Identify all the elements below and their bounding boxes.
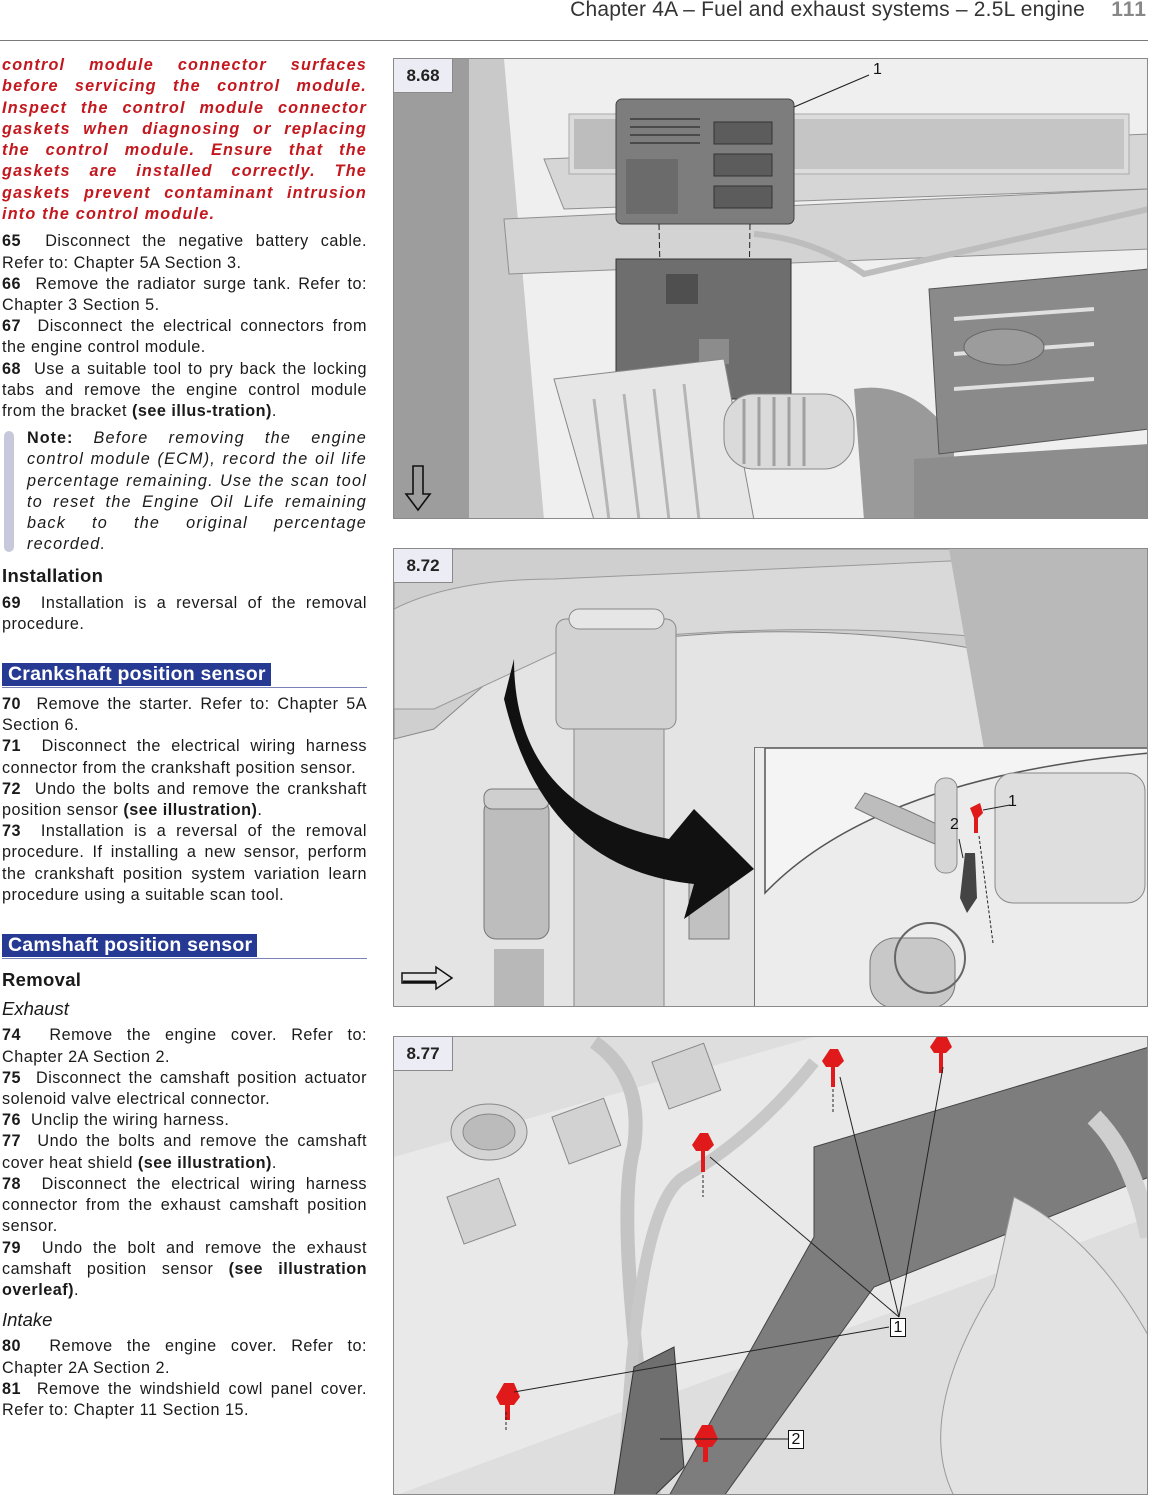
header-rule bbox=[0, 40, 1148, 41]
note-bar bbox=[4, 431, 14, 552]
ecm-illustration bbox=[394, 59, 1148, 519]
illustration-reference: (see illustration) bbox=[137, 1153, 272, 1172]
intake-heading: Intake bbox=[2, 1309, 53, 1331]
step-76: 76 Unclip the wiring harness. bbox=[2, 1111, 230, 1130]
step-80: 80 Remove the engine cover. Refer to: Chapter 2A Section 2. bbox=[2, 1337, 367, 1377]
callout-1: 1 bbox=[890, 1318, 906, 1337]
step-71: 71 Disconnect the electrical wiring harness connector from the crankshaft position sensor. bbox=[2, 737, 368, 777]
step-73: 73 Installation is a reversal of the removal procedure. If installing a new sensor, perform the crankshaft position system variation learn procedure using a suitable scan tool. bbox=[2, 822, 367, 904]
step-79: 79 Undo the bolt and remove the exhaust camshaft position sensor (see illustration overleaf). bbox=[2, 1238, 367, 1299]
step-68: 68 Use a suitable tool to pry back the locking tabs and remove the engine control module from the bracket (see illus-tration). bbox=[2, 359, 368, 420]
illustration-reference: (see illustration overleaf) bbox=[2, 1259, 367, 1299]
page-number: 111 bbox=[1111, 0, 1147, 21]
removal-heading: Removal bbox=[2, 969, 82, 991]
down-arrow-icon bbox=[404, 464, 432, 512]
running-head: Chapter 4A – Fuel and exhaust systems – 2.5L engine bbox=[570, 0, 1085, 21]
figure-label: 8.68 bbox=[394, 59, 453, 93]
exhaust-heading: Exhaust bbox=[2, 998, 69, 1020]
callout-2: 2 bbox=[950, 816, 959, 833]
step-74: 74 Remove the engine cover. Refer to: Chapter 2A Section 2. bbox=[2, 1026, 367, 1066]
step-66: 66 Remove the radiator surge tank. Refer to: Chapter 3 Section 5. bbox=[2, 274, 367, 314]
note-label: Note: bbox=[27, 429, 74, 448]
step-69: 69 Installation is a reversal of the removal procedure. bbox=[2, 593, 367, 633]
figure-8-68 bbox=[393, 58, 1148, 519]
step-65: 65 Disconnect the negative battery cable. Refer to: Chapter 5A Section 3. bbox=[2, 232, 367, 272]
installation-heading: Installation bbox=[2, 565, 104, 587]
step-75: 75 Disconnect the camshaft position actuator solenoid valve electrical connector. bbox=[2, 1068, 367, 1109]
callout-1: 1 bbox=[873, 61, 882, 78]
callout-2: 2 bbox=[788, 1430, 804, 1449]
section-heading-crankshaft: Crankshaft position sensor bbox=[2, 663, 367, 688]
section-heading-camshaft: Camshaft position sensor bbox=[2, 934, 367, 959]
figure-label: 8.77 bbox=[394, 1037, 453, 1071]
illustration-reference: (see illustration) bbox=[123, 801, 258, 820]
step-70: 70 Remove the starter. Refer to: Chapter 5A Section 6. bbox=[2, 695, 367, 735]
illustration-reference: (see illus-tration) bbox=[131, 402, 272, 420]
step-72: 72 Undo the bolts and remove the crankshaft position sensor (see illustration). bbox=[2, 779, 367, 820]
note-box bbox=[2, 428, 367, 555]
warning-text: control module connector surfaces before servicing the control module. Inspect the control module connector gaskets when diagnosing or replacing the control module. Ensure that the gaskets are installed correctly. The gaskets prevent contaminant intrusion into the control module. bbox=[2, 56, 367, 224]
note-text: Before removing the engine control module (ECM), record the oil life percentage remaining. Use the scan tool to reset the Engine Oil Life remaining back to the original percentage recorded. bbox=[27, 429, 368, 554]
text-column bbox=[2, 55, 367, 1421]
callout-1: 1 bbox=[1008, 793, 1017, 810]
detail-inset bbox=[754, 747, 1148, 1007]
step-81: 81 Remove the windshield cowl panel cover. Refer to: Chapter 11 Section 15. bbox=[2, 1379, 367, 1419]
step-78: 78 Disconnect the electrical wiring harness connector from the exhaust camshaft position sensor. bbox=[2, 1174, 368, 1236]
figure-8-77 bbox=[393, 1036, 1148, 1495]
figure-8-72 bbox=[393, 548, 1148, 1007]
right-arrow-icon bbox=[400, 965, 454, 991]
step-77: 77 Undo the bolts and remove the camshaft cover heat shield (see illustration). bbox=[2, 1132, 367, 1172]
figure-label: 8.72 bbox=[394, 549, 453, 583]
page-header bbox=[0, 0, 1151, 42]
heat-shield-illustration bbox=[394, 1037, 1148, 1495]
step-67: 67 Disconnect the electrical connectors from the engine control module. bbox=[2, 317, 368, 357]
sensor-detail-illustration bbox=[755, 748, 1148, 1007]
